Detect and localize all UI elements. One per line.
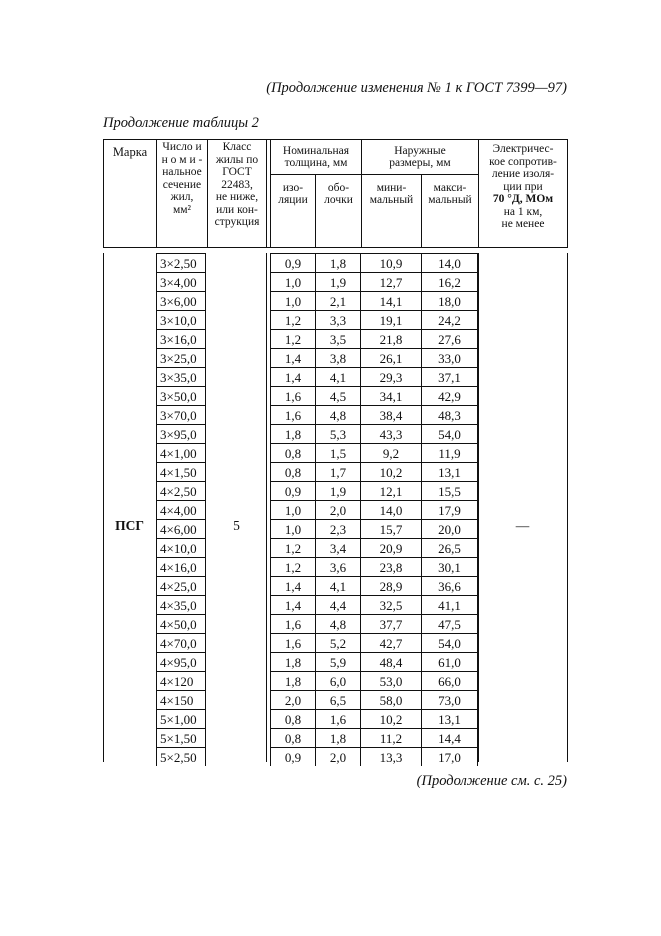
- cell-cores-section: 3×10,0: [156, 310, 206, 329]
- cell-insulation: 0,8: [270, 443, 315, 462]
- table-row: [0, 272, 661, 291]
- cell-cores-section: 3×95,0: [156, 424, 206, 443]
- table-row: [0, 424, 661, 443]
- cell-sheath: 3,6: [315, 557, 361, 576]
- cell-dim-min: 12,1: [361, 481, 421, 500]
- cell-insulation: 1,8: [270, 424, 315, 443]
- cell-cores-section: 3×6,00: [156, 291, 206, 310]
- cell-dim-min: 32,5: [361, 595, 421, 614]
- cell-dim-max: 14,4: [421, 728, 478, 747]
- cell-dim-max: 47,5: [421, 614, 478, 633]
- cell-sheath: 4,1: [315, 576, 361, 595]
- cell-sheath: 5,9: [315, 652, 361, 671]
- cell-insulation: 1,2: [270, 329, 315, 348]
- table-row: [0, 386, 661, 405]
- cell-cores-section: 4×95,0: [156, 652, 206, 671]
- cell-cores-section: 3×16,0: [156, 329, 206, 348]
- cell-dim-max: 37,1: [421, 367, 478, 386]
- cell-dim-min: 15,7: [361, 519, 421, 538]
- cell-dim-max: 17,0: [421, 747, 478, 766]
- header-mark: Марка: [112, 144, 148, 159]
- header-dim-max: макси- мальный: [428, 181, 472, 206]
- table-row: [0, 519, 661, 538]
- header-dim-min: мини- мальный: [369, 181, 414, 206]
- cell-dim-min: 11,2: [361, 728, 421, 747]
- cell-dim-min: 9,2: [361, 443, 421, 462]
- table-row: [0, 443, 661, 462]
- cell-insulation: 1,8: [270, 652, 315, 671]
- cell-insulation: 1,6: [270, 386, 315, 405]
- cell-cores-section: 3×4,00: [156, 272, 206, 291]
- cell-dim-max: 54,0: [421, 633, 478, 652]
- cell-cores-section: 4×6,00: [156, 519, 206, 538]
- header-outer-dims: Наружные размеры, мм: [389, 144, 451, 169]
- cell-dim-min: 43,3: [361, 424, 421, 443]
- cell-insulation: 1,2: [270, 557, 315, 576]
- cell-dim-min: 23,8: [361, 557, 421, 576]
- cell-dim-min: 48,4: [361, 652, 421, 671]
- cell-cores-section: 4×70,0: [156, 633, 206, 652]
- mark-value: ПСГ: [115, 518, 144, 533]
- table-caption: Продолжение таблицы 2: [103, 115, 259, 131]
- table-row: [0, 291, 661, 310]
- cell-insulation: 1,0: [270, 272, 315, 291]
- cell-sheath: 1,6: [315, 709, 361, 728]
- cell-sheath: 2,1: [315, 291, 361, 310]
- cell-dim-min: 19,1: [361, 310, 421, 329]
- cell-insulation: 0,9: [270, 481, 315, 500]
- table-row: [0, 576, 661, 595]
- cell-sheath: 2,0: [315, 747, 361, 766]
- cell-cores-section: 4×1,50: [156, 462, 206, 481]
- cell-insulation: 0,9: [270, 747, 315, 766]
- cell-insulation: 1,0: [270, 291, 315, 310]
- cell-dim-min: 28,9: [361, 576, 421, 595]
- cell-sheath: 3,3: [315, 310, 361, 329]
- cell-insulation: 1,2: [270, 310, 315, 329]
- cell-dim-max: 13,1: [421, 462, 478, 481]
- cell-sheath: 4,8: [315, 405, 361, 424]
- cell-sheath: 2,0: [315, 500, 361, 519]
- cell-dim-min: 14,1: [361, 291, 421, 310]
- cell-insulation: 1,4: [270, 348, 315, 367]
- cell-sheath: 1,9: [315, 272, 361, 291]
- cell-cores-section: 4×150: [156, 690, 206, 709]
- cell-dim-max: 61,0: [421, 652, 478, 671]
- cell-insulation: 1,0: [270, 500, 315, 519]
- cell-sheath: 3,5: [315, 329, 361, 348]
- cell-insulation: 0,8: [270, 462, 315, 481]
- cell-cores-section: 4×10,0: [156, 538, 206, 557]
- cell-sheath: 4,8: [315, 614, 361, 633]
- continuation-footer-note: (Продолжение см. с. 25): [416, 773, 567, 789]
- table-row: [0, 500, 661, 519]
- cell-dim-min: 37,7: [361, 614, 421, 633]
- cell-sheath: 1,5: [315, 443, 361, 462]
- cell-dim-min: 58,0: [361, 690, 421, 709]
- header-cores: Число и н о м и - нальное сечение жил, мм²: [161, 141, 203, 216]
- cell-dim-max: 36,6: [421, 576, 478, 595]
- cell-cores-section: 4×2,50: [156, 481, 206, 500]
- cell-sheath: 2,3: [315, 519, 361, 538]
- cell-insulation: 0,8: [270, 709, 315, 728]
- cell-cores-section: 3×35,0: [156, 367, 206, 386]
- cell-cores-section: 3×2,50: [156, 253, 206, 272]
- cell-dim-max: 41,1: [421, 595, 478, 614]
- cell-insulation: 1,4: [270, 576, 315, 595]
- cell-cores-section: 3×25,0: [156, 348, 206, 367]
- cell-dim-max: 20,0: [421, 519, 478, 538]
- table-row: [0, 633, 661, 652]
- table-row: [0, 595, 661, 614]
- cell-sheath: 1,8: [315, 728, 361, 747]
- cell-dim-min: 53,0: [361, 671, 421, 690]
- header-resistance: Электричес- кое сопротив- ление изоля- ции при 70 °Д, МОм на 1 км, не менее: [489, 143, 557, 230]
- header-sheath: обо- лочки: [324, 181, 353, 206]
- cell-insulation: 1,6: [270, 405, 315, 424]
- cell-cores-section: 4×4,00: [156, 500, 206, 519]
- cell-dim-min: 13,3: [361, 747, 421, 766]
- table-body: [0, 253, 661, 765]
- header-insulation: изо- ляции: [278, 181, 308, 206]
- cell-sheath: 5,2: [315, 633, 361, 652]
- cell-dim-max: 33,0: [421, 348, 478, 367]
- cell-dim-min: 26,1: [361, 348, 421, 367]
- table-row: [0, 557, 661, 576]
- cell-dim-max: 18,0: [421, 291, 478, 310]
- table-row: [0, 329, 661, 348]
- cell-cores-section: 4×35,0: [156, 595, 206, 614]
- cell-dim-min: 20,9: [361, 538, 421, 557]
- table-row: [0, 253, 661, 272]
- cell-insulation: 1,8: [270, 671, 315, 690]
- cell-dim-max: 48,3: [421, 405, 478, 424]
- cell-sheath: 3,4: [315, 538, 361, 557]
- cell-dim-max: 24,2: [421, 310, 478, 329]
- cell-cores-section: 4×16,0: [156, 557, 206, 576]
- cell-sheath: 1,8: [315, 253, 361, 272]
- cell-cores-section: 5×1,50: [156, 728, 206, 747]
- resistance-value: —: [515, 518, 530, 533]
- table-row: [0, 310, 661, 329]
- cell-cores-section: 4×120: [156, 671, 206, 690]
- table-row: [0, 367, 661, 386]
- cell-cores-section: 4×1,00: [156, 443, 206, 462]
- cell-dim-max: 14,0: [421, 253, 478, 272]
- cell-insulation: 1,4: [270, 595, 315, 614]
- cell-cores-section: 5×2,50: [156, 747, 206, 766]
- cell-sheath: 5,3: [315, 424, 361, 443]
- header-core-class: Класс жилы по ГОСТ 22483, не ниже, или кон- струкция: [214, 141, 260, 228]
- header-nominal-thickness: Номинальная толщина, мм: [282, 144, 350, 169]
- cell-cores-section: 5×1,00: [156, 709, 206, 728]
- cell-dim-max: 27,6: [421, 329, 478, 348]
- cell-dim-max: 30,1: [421, 557, 478, 576]
- cell-dim-max: 54,0: [421, 424, 478, 443]
- cell-sheath: 6,0: [315, 671, 361, 690]
- table-row: [0, 614, 661, 633]
- table-row: [0, 747, 661, 766]
- cell-dim-min: 34,1: [361, 386, 421, 405]
- table-row: [0, 481, 661, 500]
- cell-dim-max: 11,9: [421, 443, 478, 462]
- cell-sheath: 3,8: [315, 348, 361, 367]
- continuation-header-note: (Продолжение изменения № 1 к ГОСТ 7399—97): [266, 80, 567, 96]
- cell-dim-max: 66,0: [421, 671, 478, 690]
- cell-sheath: 1,7: [315, 462, 361, 481]
- cell-cores-section: 3×50,0: [156, 386, 206, 405]
- cell-sheath: 6,5: [315, 690, 361, 709]
- table-row: [0, 652, 661, 671]
- cell-cores-section: 4×25,0: [156, 576, 206, 595]
- cell-sheath: 1,9: [315, 481, 361, 500]
- cell-dim-max: 17,9: [421, 500, 478, 519]
- cell-dim-max: 42,9: [421, 386, 478, 405]
- cell-insulation: 1,2: [270, 538, 315, 557]
- core-class-value: 5: [233, 518, 240, 533]
- table-header: [0, 139, 661, 248]
- table-row: [0, 462, 661, 481]
- cell-insulation: 0,9: [270, 253, 315, 272]
- cell-insulation: 1,6: [270, 633, 315, 652]
- cell-dim-max: 13,1: [421, 709, 478, 728]
- cell-dim-max: 73,0: [421, 690, 478, 709]
- cell-dim-min: 12,7: [361, 272, 421, 291]
- table-row: [0, 348, 661, 367]
- cell-dim-min: 38,4: [361, 405, 421, 424]
- cell-insulation: 0,8: [270, 728, 315, 747]
- cell-insulation: 1,6: [270, 614, 315, 633]
- table-row: [0, 728, 661, 747]
- cell-dim-max: 26,5: [421, 538, 478, 557]
- cell-insulation: 1,4: [270, 367, 315, 386]
- table-row: [0, 538, 661, 557]
- cell-dim-min: 10,2: [361, 462, 421, 481]
- cell-insulation: 2,0: [270, 690, 315, 709]
- cell-dim-max: 16,2: [421, 272, 478, 291]
- table-row: [0, 690, 661, 709]
- cell-cores-section: 3×70,0: [156, 405, 206, 424]
- cell-insulation: 1,0: [270, 519, 315, 538]
- cell-sheath: 4,4: [315, 595, 361, 614]
- table-row: [0, 709, 661, 728]
- cell-cores-section: 4×50,0: [156, 614, 206, 633]
- table-row: [0, 405, 661, 424]
- cell-sheath: 4,1: [315, 367, 361, 386]
- cell-dim-min: 42,7: [361, 633, 421, 652]
- cell-dim-min: 14,0: [361, 500, 421, 519]
- cell-dim-min: 10,2: [361, 709, 421, 728]
- cell-dim-min: 21,8: [361, 329, 421, 348]
- cell-dim-min: 29,3: [361, 367, 421, 386]
- cell-dim-min: 10,9: [361, 253, 421, 272]
- cell-dim-max: 15,5: [421, 481, 478, 500]
- cell-sheath: 4,5: [315, 386, 361, 405]
- table-row: [0, 671, 661, 690]
